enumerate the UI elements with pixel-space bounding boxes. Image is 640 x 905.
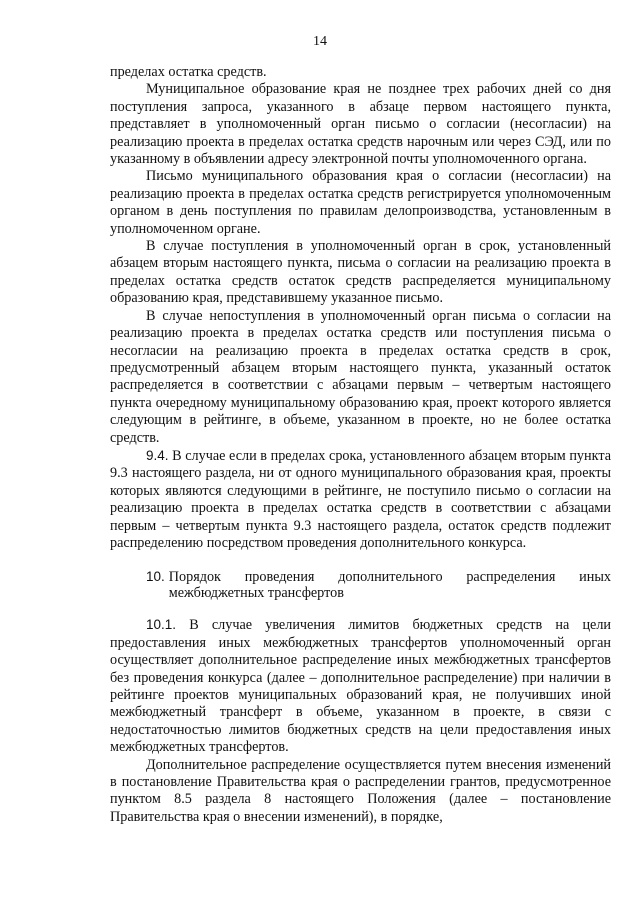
item-text: В случае если в пределах срока, установленного абзацем вторым пункта 9.3 настоящего раздела, ни от одного муниципального образования края, проекты которых являются следующими в рейтинге, не поступило письмо о согласии на реализацию проекта в пределах остатка средств в соответствии с абзацами первым – четвертым пункта 9.3 настоящего раздела, остаток средств подлежит распределению посредством проведения дополнительного конкурса. xyxy=(110,447,611,551)
item-number: 10.1. xyxy=(146,617,177,633)
paragraph: В случае непоступления в уполномоченный орган письма о согласии на реализацию проекта в пределах остатка средств или поступления письма о несогласии на реализацию проекта в пределах остатка средств в срок, предусмотренный абзацем вторым настоящего пункта, указанный остаток распределяется в соответствии с абзацами первым – четвертым настоящего пункта очередному муниципальному образованию края, проект которого является следующим в рейтинге, в объеме, указанном в проекте, но не более остатка средств. xyxy=(110,307,611,446)
paragraph-continuation: пределах остатка средств. xyxy=(110,64,267,80)
paragraph-item-10-1 xyxy=(110,616,611,756)
paragraph: Муниципальное образование края не позднее трех рабочих дней со дня поступления запроса, указанного в абзаце первом настоящего пункта, представляет в уполномоченный орган письмо о согласии (несогласии) на реализацию проекта в пределах остатка средств нарочным или через СЭД, или по указанному в объявлении адресу электронной почты уполномоченного органа. xyxy=(110,81,611,168)
item-number: 9.4. xyxy=(146,447,169,463)
item-text: В случае увеличения лимитов бюджетных средств на цели предоставления иных межбюджетных трансфертов уполномоченный орган осуществляет дополнительное распределение иных межбюджетных трансфертов без проведения конкурса (далее – дополнительное распределение) при наличии в рейтинге проектов муниципальных образований края, не получивших иной межбюджетный трансферт в объеме, указанном в проекте, в связи с недостаточностью лимитов бюджетных средств на цели предоставления иных межбюджетных трансфертов. xyxy=(110,617,611,756)
section-heading-10 xyxy=(110,569,611,601)
section-title: Порядок проведения дополнительного распределения иных межбюджетных трансфертов xyxy=(168,569,611,602)
document-body xyxy=(110,64,611,826)
paragraph: Дополнительное распределение осуществляется путем внесения изменений в постановление Правительства края о распределении грантов, предусмотренное пунктом 8.5 раздела 8 настоящего Положения (далее – постановление Правительства края о внесении изменений), в порядке, xyxy=(110,756,611,825)
page-number: 14 xyxy=(313,34,327,49)
paragraph: В случае поступления в уполномоченный орган в срок, установленный абзацем вторым настоящего пункта, письма о согласии на реализацию проекта в пределах остатка средств остаток средств распределяется муниципальному образованию края, представившему указанное письмо. xyxy=(110,238,611,307)
paragraph: Письмо муниципального образования края о согласии (несогласии) на реализацию проекта в пределах остатка средств регистрируется уполномоченным органом в день поступления по правилам делопроизводства, установленным в уполномоченном органе. xyxy=(110,168,611,237)
section-number: 10. xyxy=(146,569,165,585)
paragraph-item-9-4 xyxy=(110,447,611,552)
